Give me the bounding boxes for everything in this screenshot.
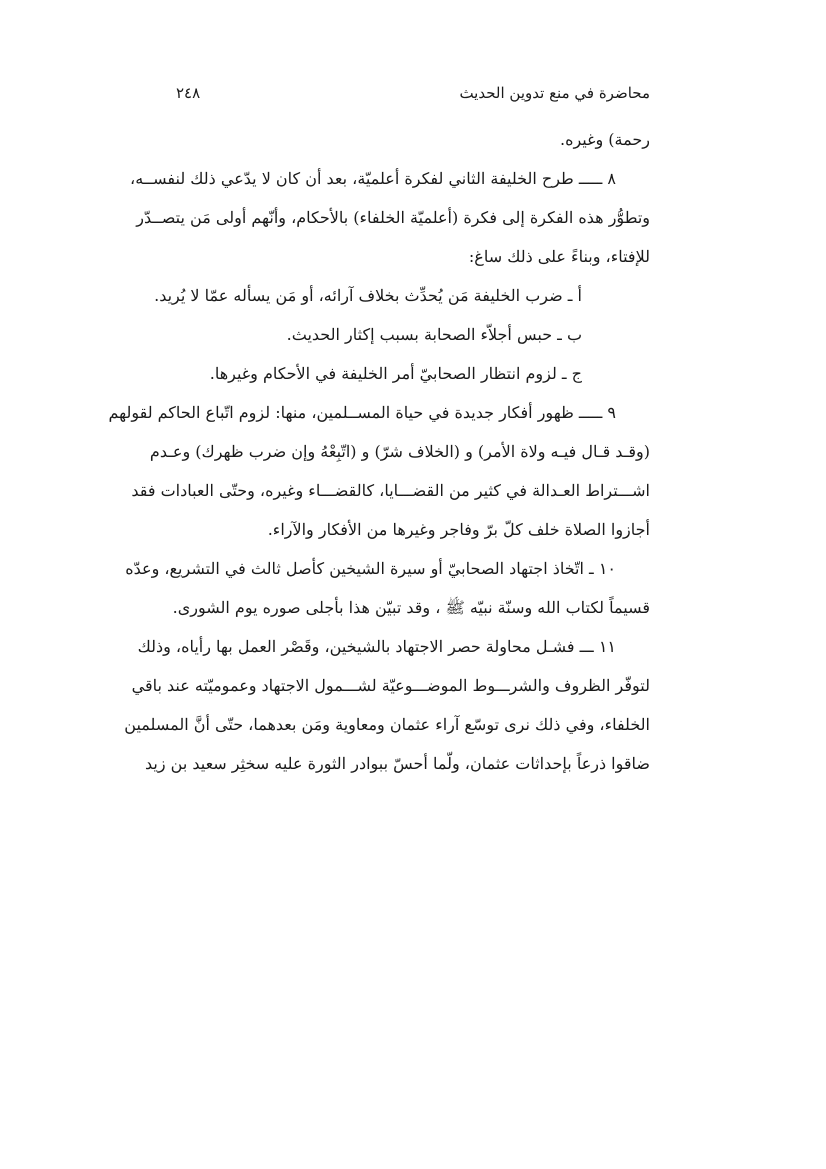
text-line: ضاقوا ذرعاً بإحداثات عثمان، ولّما أحسّ ببوادر الثورة عليه سخثِر سعيد بن زيد — [144, 754, 650, 773]
text-line: الخلفاء، وفي ذلك نرى توسّع آراء عثمان ومعاوية ومَن بعدهما، حتّى أنَّ المسلمين — [124, 715, 650, 734]
running-title: محاضرة في منع تدوين الحديث — [459, 84, 650, 102]
text-line: وتطوُّر هذه الفكرة إلى فكرة (أعلميّة الخلفاء) بالأحكام، وأنّهم أولى مَن يتصــدّر — [136, 208, 650, 227]
page-header — [176, 80, 650, 110]
text-line: لتوفّر الظروف والشرـــوط الموضـــوعيّة لشـــمول الاجتهاد وعموميّته عند باقي — [131, 676, 650, 695]
text-line: رحمة) وغيره. — [560, 130, 650, 149]
page-number: ٢٤٨ — [176, 84, 201, 102]
text-line: (وقـد قـال فيـه ولاة الأمر) و (الخلاف شرّ) و (اتّبِعْهُ وإن ضرب ظهرك) وعـدم — [149, 442, 650, 461]
body-text — [108, 120, 650, 783]
list-item: ب ـ حبس أجلاّء الصحابة بسبب إكثار الحديث. — [286, 325, 582, 344]
text-line: اشـــتراط العـدالة في كثير من القضـــايا، كالقضـــاء وغيره، وحتّى العبادات فقد — [131, 481, 650, 500]
text-line: ٨ ـــــ طرح الخليفة الثاني لفكرة أعلميّة، بعد أن كان لا يدّعي ذلك لنفســه، — [130, 169, 616, 188]
list-item: أ ـ ضرب الخليفة مَن يُحدِّث بخلاف آرائه، أو مَن يسأله عمّا لا يُريد. — [154, 286, 582, 305]
text-line: ١٠ ـ اتّخاذ اجتهاد الصحابيّ أو سيرة الشيخين كأصل ثالث في التشريع، وعدّه — [125, 559, 616, 578]
text-line: للإفتاء، وبناءً على ذلك ساغ: — [468, 247, 650, 266]
text-line: ١١ ـــ فشـل محاولة حصر الاجتهاد بالشيخين، وقَصْر العمل بها رأياه، وذلك — [137, 637, 616, 656]
list-item: ج ـ لزوم انتظار الصحابيّ أمر الخليفة في الأحكام وغيرها. — [209, 364, 582, 383]
text-line: قسيماً لكتاب الله وسنّة نبيّه ﷺ ، وقد تبيّن هذا بأجلى صوره يوم الشورى. — [172, 598, 650, 617]
text-line: أجازوا الصلاة خلف كلّ برّ وفاجر وغيرها من الأفكار والآراء. — [267, 520, 650, 539]
text-line: ٩ ـــــ ظهور أفكار جديدة في حياة المســلمين، منها: لزوم اتّباع الحاكم لقولهم — [108, 403, 616, 422]
